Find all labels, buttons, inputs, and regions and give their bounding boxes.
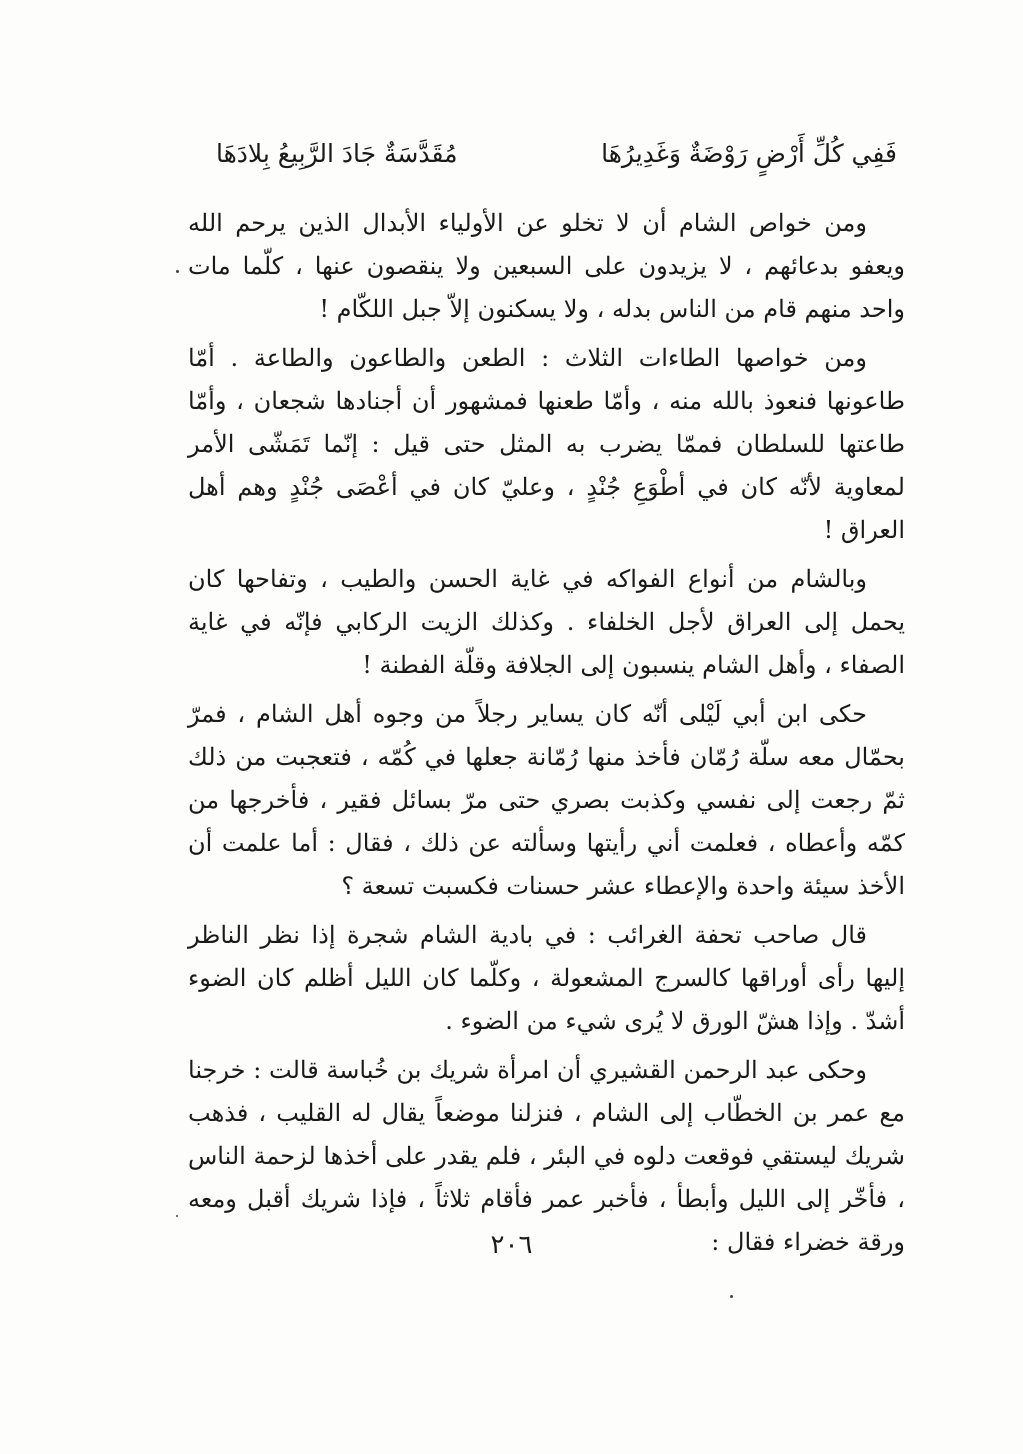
paragraph-fruits: وبالشام من أنواع الفواكه في غاية الحسن والطيب ، وتفاحها كان يحمل إلى العراق لأجل الخلفاء . وكذلك الزيت الركابي فإنّه في غاية الصفاء ، وأهل الشام ينسبون إلى الجلافة وقلّة الفطنة !	[188, 565, 905, 679]
verse-hemistich-second: مُقَدَّسَةٌ جَادَ الرَّبِيعُ بِلادَهَا	[216, 139, 458, 168]
scan-speck	[176, 1215, 178, 1217]
scan-speck	[730, 1295, 733, 1298]
paragraph-ibn-abi-layla: حكى ابن أبي لَيْلى أنّه كان يساير رجلاً من وجوه أهل الشام ، فمرّ بحمّال معه سلّة رُمّان فأخذ منها رُمّانة جعلها في كُمّه ، فتعجبت من ذلك ثمّ رجعت إلى نفسي وكذبت بصري حتى مرّ بسائل فقير ، فأخرجها من كمّه وأعطاه ، فعلمت أني رأيتها وسألته عن ذلك ، فقال : أما علمت أن الأخذ سيئة واحدة والإعطاء عشر حسنات فكسبت تسعة ؟	[188, 700, 905, 900]
paragraph-tuhfat-al-gharaib: قال صاحب تحفة الغرائب : في بادية الشام شجرة إذا نظر الناظر إليها رأى أوراقها كالسرج المشعولة ، وكلّما كان الليل أظلم كان الضوء أشدّ . وإذا هشّ الورق لا يُرى شيء من الضوء .	[188, 921, 905, 1035]
paragraph-abdal: ومن خواص الشام أن لا تخلو عن الأولياء الأبدال الذين يرحم الله ويعفو بدعائهم ، لا يزيدون على السبعين ولا ينقصون عنها ، كلّما مات واحد منهم قام من الناس بدله ، ولا يسكنون إلاّ جبل اللكّام !	[188, 209, 905, 323]
paragraph-qushayri: وحكى عبد الرحمن القشيري أن امرأة شريك بن خُباسة قالت : خرجنا مع عمر بن الخطّاب إلى الشام ، فنزلنا موضعاً يقال له القليب ، فذهب شريك ليستقي فوقعت دلوه في البئر ، فلم يقدر على أخذها لزحمة الناس ، فأخّر إلى الليل وأبطأ ، فأخبر عمر فأقام ثلاثاً ، فإذا شريك أقبل ومعه ورقة خضراء فقال :	[188, 1056, 905, 1256]
verse-hemistich-first: فَفِي كُلِّ أَرْضٍ رَوْضَةٌ وَغَدِيرُهَا	[601, 139, 897, 168]
scan-speck	[176, 270, 179, 273]
paragraph-three-taas: ومن خواصها الطاءات الثلاث : الطعن والطاعون والطاعة . أمّا طاعونها فنعوذ بالله منه ، وأمّا طعنها فمشهور أن أجنادها شجعان ، وأمّا طاعتها للسلطان فممّا يضرب به المثل حتى قيل : إنّما تَمَشّى الأمر لمعاوية لأنّه كان في أطْوَعِ جُنْدٍ ، وعليّ كان في أعْصَى جُنْدٍ وهم أهل العراق !	[188, 344, 905, 544]
poetry-verse	[188, 130, 905, 178]
page-number: ٢٠٦	[490, 1230, 533, 1260]
page-body	[188, 130, 905, 1270]
